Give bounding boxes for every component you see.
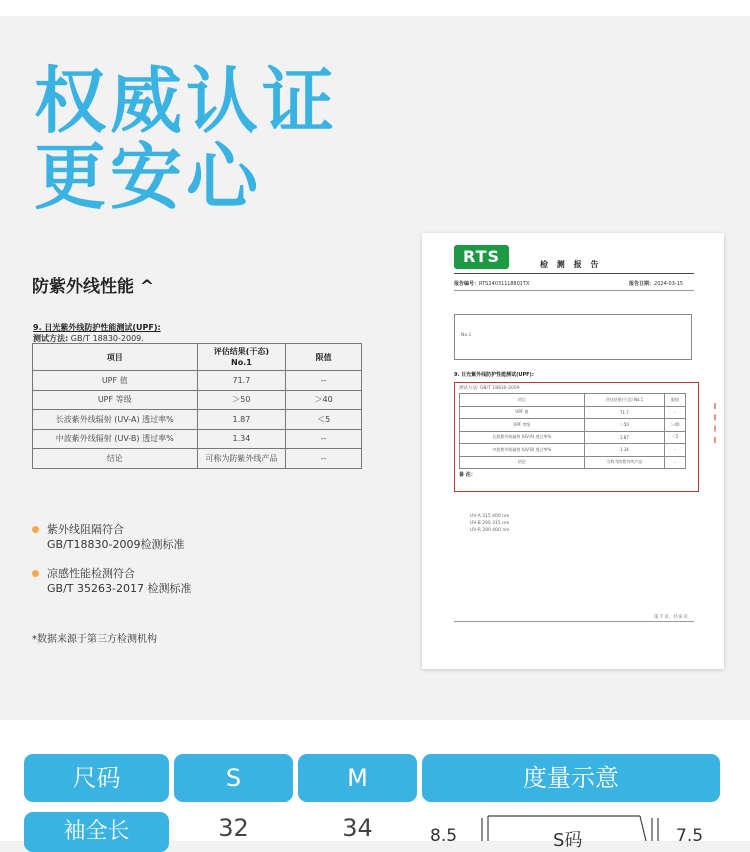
bullet-uv-line1: 紫外线阻隔符合 <box>47 523 124 536</box>
bullet-dot-icon <box>32 570 39 577</box>
table-row <box>460 419 686 432</box>
cell-item: 中波紫外线辐射 (UV-B) 透过率% <box>33 429 198 449</box>
bullet-cooling-line1: 凉感性能检测符合 <box>47 567 135 580</box>
mini-cell: 长波紫外线辐射 (UV-A) 透过率% <box>460 431 585 444</box>
report-mini-table <box>459 393 686 469</box>
upf-table <box>32 343 362 469</box>
source-note: *数据来源于第三方检测机构 <box>32 634 157 645</box>
mini-cell: 71.7 <box>584 406 664 419</box>
mini-cell: - <box>664 406 685 419</box>
size-value-m: 34 <box>342 814 373 842</box>
cell-item: UPF 等级 <box>33 390 198 410</box>
mini-cell: 中波紫外线辐射 (UV-B) 透过率% <box>460 444 585 457</box>
diagram-left-value: 8.5 <box>430 826 458 846</box>
mini-cell: 结论 <box>460 456 585 469</box>
section-title: 防紫外线性能 ^ <box>32 277 155 297</box>
table-row <box>33 390 362 410</box>
cell-result: 1.34 <box>197 429 286 449</box>
header-result-sub: No.1 <box>231 358 252 367</box>
mini-cell: 评估结果(干态) No.1 <box>584 394 664 407</box>
mini-cell: - <box>664 444 685 457</box>
report-date: 2024-03-15 <box>654 281 684 287</box>
table-row <box>460 431 686 444</box>
report-divider <box>454 273 694 274</box>
cell-limit: ＞40 <box>286 390 362 410</box>
bullet-cooling <box>32 566 191 596</box>
header-limit: 限值 <box>286 344 362 371</box>
bullet-dot-icon <box>32 526 39 533</box>
cell-result: 可称为防紫外线产品 <box>197 449 286 469</box>
rts-logo: RTS <box>454 245 509 269</box>
table-row <box>33 449 362 469</box>
table-header-row <box>33 344 362 371</box>
cell-item: UPF 值 <box>33 371 198 391</box>
diagram-size-label: S码 <box>553 830 583 851</box>
table-row <box>460 444 686 457</box>
header-item: 项目 <box>33 344 198 371</box>
cell-limit: -- <box>286 429 362 449</box>
mini-cell: 1.87 <box>584 431 664 444</box>
mini-cell: ＞50 <box>584 419 664 432</box>
report-meta <box>454 280 694 287</box>
size-header: 尺码 <box>24 754 169 802</box>
mini-cell: ＞40 <box>664 419 685 432</box>
report-no: RTS240311L8801TX <box>479 281 530 287</box>
bullet-uv-line2: GB/T18830-2009检测标准 <box>47 538 185 551</box>
size-row-label: 袖全长 <box>24 812 169 852</box>
report-footer-divider <box>454 621 694 622</box>
cell-limit: -- <box>286 371 362 391</box>
mini-cell: UPF 值 <box>460 406 585 419</box>
report-divider <box>454 290 694 291</box>
mini-cell: 可称为防紫外线产品 <box>584 456 664 469</box>
diagram-right-value: 7.5 <box>676 826 704 846</box>
headline-line1: 权威认证 <box>34 59 339 143</box>
test-table-title: 9. 日光紫外线防护性能测试(UPF): <box>33 323 161 332</box>
uv-line: UV-R 290 400 nm <box>470 528 510 533</box>
uv-line: UV-B 290 315 nm <box>470 521 510 526</box>
sample-box <box>454 314 692 360</box>
mini-cell: UPF 等级 <box>460 419 585 432</box>
cell-result: ＞50 <box>197 390 286 410</box>
mini-cell: 限值 <box>664 394 685 407</box>
mini-cell: 1.34 <box>584 444 664 457</box>
table-row <box>33 429 362 449</box>
cell-limit: ＜5 <box>286 410 362 430</box>
size-header-s: S <box>174 754 293 802</box>
headline-line2: 更安心 <box>34 135 263 219</box>
table-row <box>460 406 686 419</box>
report-page: 第 7 页，共 8 页 <box>654 615 688 620</box>
bullet-cooling-line2: GB/T 35263-2017 检测标准 <box>47 582 192 595</box>
cell-item: 长波紫外线辐射 (UV-A) 透过率% <box>33 410 198 430</box>
table-row <box>460 394 686 407</box>
size-value-s: 32 <box>218 814 249 842</box>
bullet-uv <box>32 522 184 552</box>
size-header-m: M <box>298 754 417 802</box>
test-method-value: GB/T 18830-2009. <box>70 334 144 343</box>
mini-cell: 项目 <box>460 394 585 407</box>
report-notes-label: 备 注： <box>459 472 476 478</box>
mini-cell: - <box>664 456 685 469</box>
table-row <box>33 371 362 391</box>
cell-result: 71.7 <box>197 371 286 391</box>
header-result <box>197 344 286 371</box>
uv-line: UV-A 315 400 nm <box>470 514 510 519</box>
report-no-label: 报告编号： <box>454 281 480 287</box>
header-result-label: 评估结果(干态) <box>213 347 270 356</box>
report-title: 检 测 报 告 <box>540 260 602 269</box>
report-date-wrap <box>629 280 683 287</box>
cell-result: 1.87 <box>197 410 286 430</box>
cell-limit: -- <box>286 449 362 469</box>
test-method-label: 测试方法: <box>33 334 69 343</box>
stamp-seal <box>714 403 724 443</box>
test-report-image <box>422 233 724 669</box>
table-row <box>460 456 686 469</box>
top-divider <box>0 0 750 16</box>
report-date-label: 报告日期： <box>629 281 655 287</box>
table-row <box>33 410 362 430</box>
report-section: 9. 日光紫外线防护性能测试(UPF): <box>454 372 534 378</box>
report-method: 测试方法: GB/T 18830-2009 <box>459 386 520 391</box>
size-header-diagram: 度量示意 <box>422 754 720 802</box>
cell-item: 结论 <box>33 449 198 469</box>
sample-no: No.1 <box>461 333 472 338</box>
mini-cell: ＜5 <box>664 431 685 444</box>
